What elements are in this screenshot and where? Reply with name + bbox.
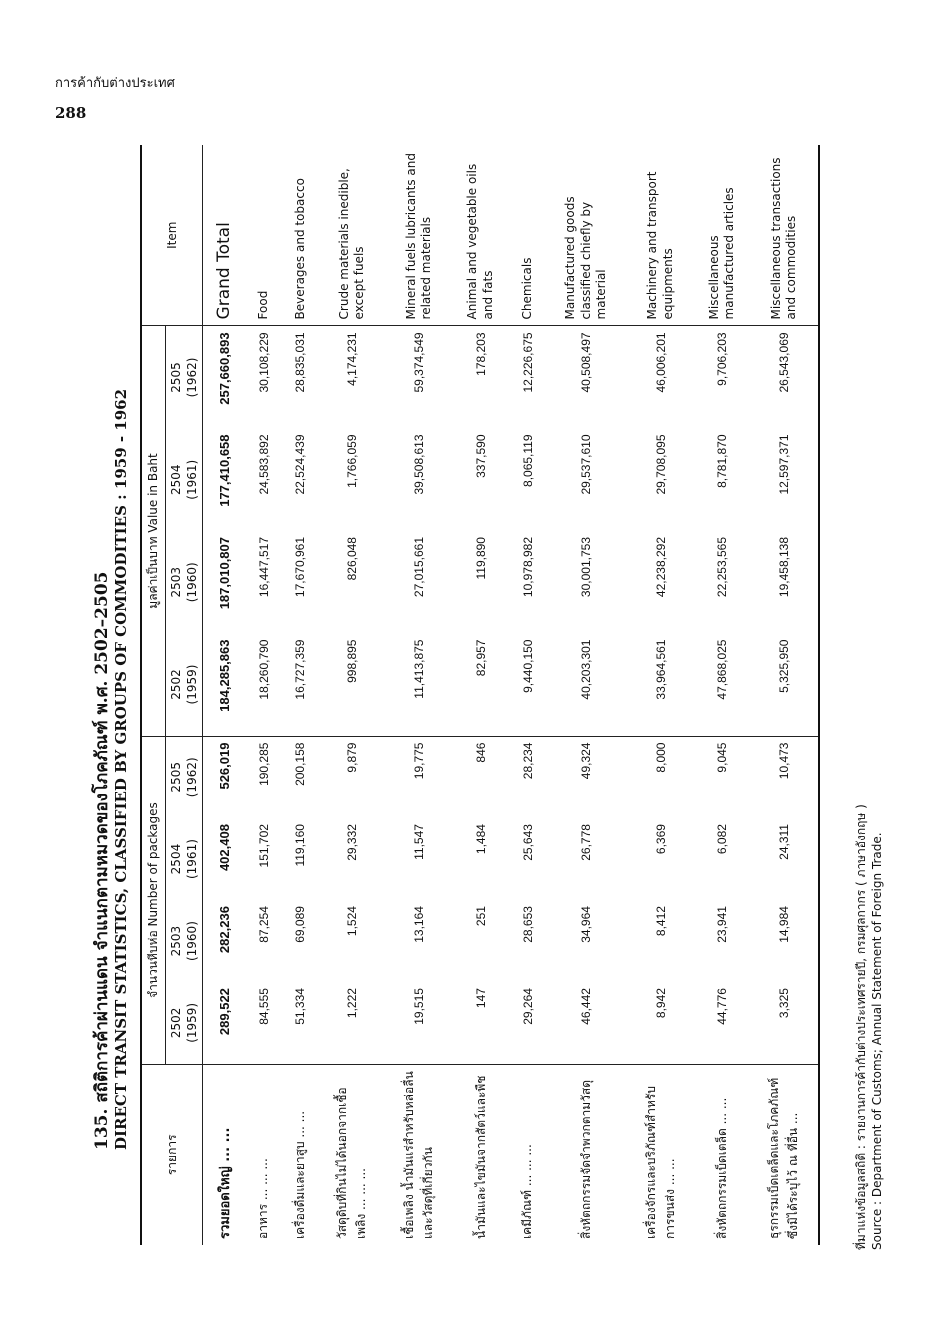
cell-packages: 51,334	[293, 988, 308, 1025]
cell-value-baht: 119,890	[474, 537, 489, 580]
cell-value-baht: 27,015,661	[412, 537, 427, 598]
row-label-english: Crude materials inedible, except fuels	[319, 145, 386, 326]
cell-value-baht: 177,410,658	[216, 434, 232, 507]
row-label-thai: สิ่งหัตถกรรมเบ็ดเตล็ด ... ...	[694, 1064, 750, 1245]
year-be: 2503	[169, 566, 183, 598]
source-thai: ที่มาแห่งข้อมูลสถิติ : รายงานการค้ากับต่างประเทศรายปี, กรมศุลกากร ( ภาษาอังกฤษ )	[854, 804, 868, 1250]
cell-packages: 282,236	[216, 906, 232, 954]
cell-value-baht: 19,458,138	[777, 537, 792, 598]
row-label-english: Chemicals	[509, 145, 546, 326]
cell-value-baht: 24,583,892	[256, 434, 271, 495]
cell-packages: 402,408	[216, 824, 232, 872]
cell-packages: 147	[474, 988, 489, 1009]
year-be: 2503	[169, 925, 183, 957]
table-row	[282, 145, 319, 1245]
cell-value-baht: 12,226,675	[520, 332, 535, 393]
cell-packages: 190,285	[245, 736, 282, 818]
cell-packages: 49,324	[546, 736, 627, 818]
table-row	[319, 145, 386, 1245]
cell-value-baht: 184,285,863	[216, 639, 232, 712]
row-label-english: Miscellaneous manufactured articles	[694, 145, 750, 326]
table-title	[68, 140, 138, 1305]
cell-packages: 23,941	[715, 906, 730, 943]
cell-value-baht: 30,001,753	[579, 537, 594, 598]
cell-value-baht: 4,174,231	[345, 332, 360, 386]
cell-packages: 8,942	[653, 988, 668, 1019]
cell-packages: 251	[474, 906, 489, 927]
row-label-english: Grand Total	[203, 145, 245, 326]
row-label-thai: วัสดุดิบที่กินไม่ได้นอกจากเชื้อเพลิง ... ... ...	[319, 1064, 386, 1245]
cell-packages: 19,775	[386, 736, 453, 818]
cell-value-baht: 18,260,790	[256, 639, 271, 700]
cell-packages: 8,412	[653, 906, 668, 937]
cell-value-baht: 42,238,292	[653, 537, 668, 598]
header-year-packages-1959	[166, 982, 203, 1064]
cell-value-baht: 82,957	[474, 639, 489, 677]
row-label-thai: รวมยอดใหญ่ ... ...	[203, 1064, 245, 1245]
cell-packages: 1,484	[474, 824, 489, 855]
year-ce: (1959)	[185, 1002, 200, 1043]
cell-packages: 26,778	[579, 824, 594, 861]
cell-packages: 6,369	[653, 824, 668, 855]
year-be: 2504	[169, 464, 183, 496]
cell-value-baht: 47,868,025	[715, 639, 730, 700]
header-year-packages-1960	[166, 900, 203, 982]
cell-value-baht: 29,537,610	[579, 434, 594, 495]
header-year-values-1961	[166, 428, 203, 531]
cell-packages: 69,089	[293, 906, 308, 943]
cell-value-baht: 9,706,203	[715, 332, 730, 386]
cell-packages: 8,000	[627, 736, 694, 818]
cell-value-baht: 257,660,893	[216, 332, 232, 405]
cell-packages: 25,643	[520, 824, 535, 861]
row-label-english: Animal and vegetable oils and fats	[453, 145, 509, 326]
row-label-thai: เชื้อเพลิง น้ำมันแร่สำหรับหล่อลื่นและวัสดุที่เกี่ยวกัน	[386, 1064, 453, 1245]
header-value-group: มูลค่าเป็นบาท Value in Baht	[141, 326, 166, 736]
cell-packages: 34,964	[579, 906, 594, 943]
cell-value-baht: 12,597,371	[777, 434, 792, 495]
row-label-thai: เครื่องดื่มและยาสูบ ... ...	[282, 1064, 319, 1245]
cell-packages: 28,234	[509, 736, 546, 818]
cell-value-baht: 59,374,549	[412, 332, 427, 393]
year-ce: (1962)	[185, 357, 200, 398]
cell-value-baht: 8,781,870	[715, 434, 730, 488]
cell-packages: 846	[453, 736, 509, 818]
cell-packages: 151,702	[256, 824, 271, 868]
table-row	[203, 145, 245, 1245]
row-label-english: Manufactured goods classified chiefly by material	[546, 145, 627, 326]
row-label-thai: เครื่องจักรและบริภัณฑ์สำหรับการขนส่ง ... ...	[627, 1064, 694, 1245]
cell-value-baht: 26,543,069	[777, 332, 792, 393]
running-head: การค้ากับต่างประเทศ	[55, 76, 175, 91]
cell-value-baht: 16,727,359	[293, 639, 308, 700]
row-label-thai: น้ำมันและไขมันจากสัตว์และพืช	[453, 1064, 509, 1245]
cell-value-baht: 10,978,982	[520, 537, 535, 598]
header-year-values-1962	[166, 326, 203, 429]
cell-value-baht: 22,253,565	[715, 537, 730, 598]
transit-statistics-table	[140, 145, 820, 1245]
cell-value-baht: 826,048	[345, 537, 360, 581]
table-row	[750, 145, 819, 1245]
year-ce: (1959)	[185, 664, 200, 705]
source-note	[838, 490, 898, 1290]
header-year-values-1960	[166, 531, 203, 634]
year-be: 2502	[169, 1007, 183, 1039]
statistics-table-container	[140, 145, 820, 1245]
cell-value-baht: 8,065,119	[520, 434, 535, 487]
year-ce: (1960)	[185, 562, 200, 603]
cell-packages: 526,019	[203, 736, 245, 818]
year-be: 2505	[169, 362, 183, 393]
cell-packages: 19,515	[412, 988, 427, 1025]
header-year-packages-1962	[166, 736, 203, 818]
cell-value-baht: 46,006,201	[653, 332, 668, 393]
cell-packages: 1,524	[345, 906, 360, 937]
table-row	[245, 145, 282, 1245]
header-packages-group: จำนวนหีบห่อ Number of packages	[141, 736, 166, 1064]
cell-packages: 46,442	[579, 988, 594, 1025]
cell-packages: 84,555	[256, 988, 271, 1025]
cell-packages: 11,547	[412, 824, 427, 860]
cell-value-baht: 22,524,439	[293, 434, 308, 495]
cell-packages: 10,473	[750, 736, 819, 818]
cell-value-baht: 29,708,095	[653, 434, 668, 495]
row-label-english: Beverages and tobacco	[282, 145, 319, 326]
row-label-english: Machinery and transport equipments	[627, 145, 694, 326]
row-label-thai: ธุรกรรมเบ็ดเตล็ดและโภคภัณฑ์ซึ่งมิได้ระบุไว้ ณ ที่อื่น ...	[750, 1064, 819, 1245]
row-label-english: Mineral fuels lubricants and related materials	[386, 145, 453, 326]
header-item-thai: รายการ	[141, 1064, 203, 1245]
title-english: DIRECT TRANSIT STATISTICS, CLASSIFIED BY GROUPS OF COMMODITIES : 1959 - 1962	[112, 388, 130, 1150]
header-year-values-1959	[166, 634, 203, 737]
cell-packages: 28,653	[520, 906, 535, 943]
cell-value-baht: 39,508,613	[412, 434, 427, 495]
cell-packages: 87,254	[256, 906, 271, 943]
row-label-thai: อาหาร ... ... ...	[245, 1064, 282, 1245]
cell-value-baht: 40,508,497	[579, 332, 594, 393]
cell-packages: 29,264	[520, 988, 535, 1025]
table-row	[509, 145, 546, 1245]
table-row	[453, 145, 509, 1245]
cell-value-baht: 9,440,150	[520, 639, 535, 693]
cell-packages: 1,222	[345, 988, 360, 1019]
year-ce: (1960)	[185, 921, 200, 962]
cell-value-baht: 998,895	[345, 639, 360, 683]
cell-packages: 44,776	[715, 988, 730, 1025]
cell-value-baht: 33,964,561	[653, 639, 668, 700]
year-ce: (1962)	[185, 757, 200, 798]
cell-value-baht: 28,835,031	[293, 332, 308, 393]
cell-packages: 13,164	[412, 906, 427, 943]
row-label-english: Food	[245, 145, 282, 326]
cell-packages: 14,984	[777, 906, 792, 943]
table-row	[694, 145, 750, 1245]
table-row	[386, 145, 453, 1245]
page-number: 288	[55, 104, 87, 122]
year-ce: (1961)	[185, 459, 200, 500]
cell-value-baht: 337,590	[474, 434, 489, 478]
cell-value-baht: 187,010,807	[216, 537, 232, 610]
cell-value-baht: 30,108,229	[256, 332, 271, 393]
header-item-english: Item	[141, 145, 203, 326]
table-row	[546, 145, 627, 1245]
row-label-english: Miscellaneous transactions and commodities	[750, 145, 819, 326]
cell-packages: 9,879	[319, 736, 386, 818]
cell-value-baht: 178,203	[474, 332, 489, 376]
year-be: 2502	[169, 669, 183, 700]
cell-packages: 3,325	[777, 988, 792, 1019]
cell-value-baht: 16,447,517	[256, 537, 271, 598]
row-label-thai: เคมีภัณฑ์ ... ... ...	[509, 1064, 546, 1245]
year-be: 2504	[169, 843, 183, 875]
cell-packages: 29,332	[345, 824, 360, 861]
year-ce: (1961)	[185, 839, 200, 880]
row-label-thai: สิ่งหัตถกรรมจัดจำพวกตามวัสดุ	[546, 1064, 627, 1245]
cell-packages: 24,311	[777, 824, 792, 860]
cell-value-baht: 1,766,059	[345, 434, 360, 488]
cell-value-baht: 11,413,875	[412, 639, 427, 699]
header-year-packages-1961	[166, 818, 203, 900]
source-english: Source : Department of Customs; Annual Statement of Foreign Trade.	[870, 832, 884, 1250]
table-row	[627, 145, 694, 1245]
cell-packages: 6,082	[715, 824, 730, 855]
year-be: 2505	[169, 762, 183, 793]
cell-value-baht: 40,203,301	[579, 639, 594, 700]
cell-value-baht: 17,670,961	[293, 537, 308, 598]
cell-value-baht: 5,325,950	[777, 639, 792, 693]
cell-packages: 9,045	[694, 736, 750, 818]
cell-packages: 200,158	[282, 736, 319, 818]
title-thai: 135. สถิติการค้าผ่านแดน จำแนกตามหมวดของโภคภัณฑ์ พ.ศ. 2502–2505	[92, 571, 112, 1150]
cell-packages: 119,160	[293, 824, 308, 867]
cell-packages: 289,522	[216, 988, 232, 1036]
